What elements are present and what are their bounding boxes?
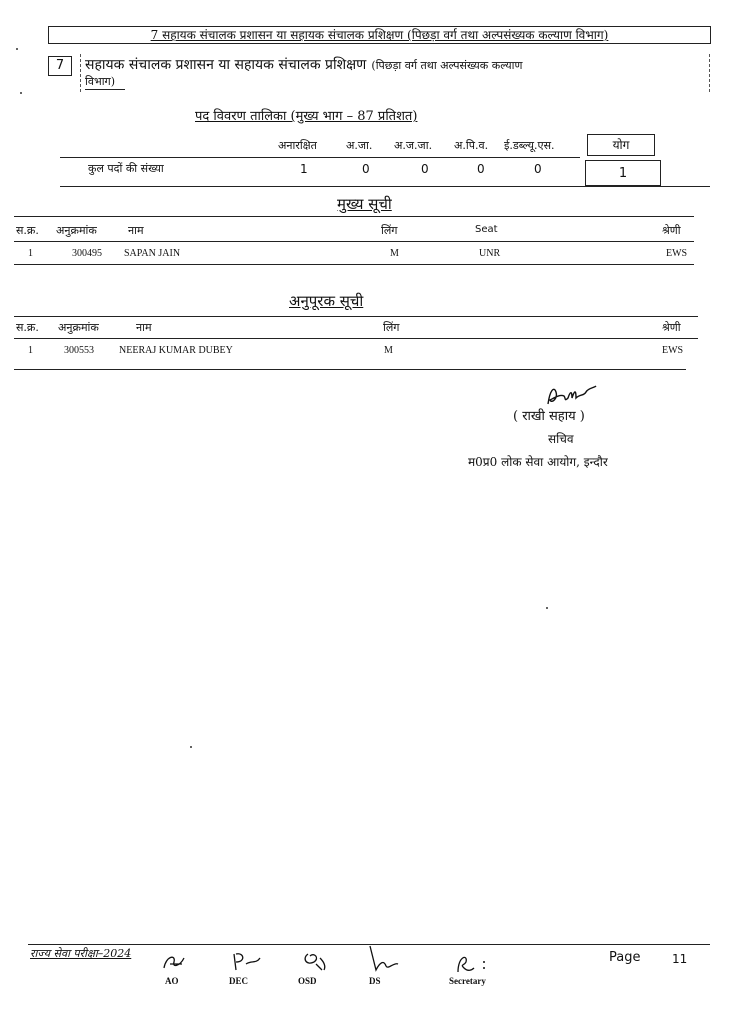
total-header: योग	[587, 134, 655, 156]
main-h-roll: अनुक्रमांक	[56, 224, 97, 237]
main-h-serial: स.क्र.	[16, 224, 39, 237]
signatory-name: ( राखी सहाय )	[513, 409, 585, 424]
header-strip-text: 7 सहायक संचालक प्रशासन या सहायक संचालक प्रशिक्षण (पिछड़ा वर्ग तथा अल्पसंख्यक कल्याण विभाग)	[150, 28, 609, 42]
scan-speck	[190, 746, 192, 748]
main-h-seat: Seat	[475, 224, 498, 235]
secretary-initial: Secretary	[449, 976, 486, 986]
main-list-bottom-rule	[14, 264, 694, 265]
col-st: अ.ज.जा.	[394, 139, 433, 152]
ao-initial-mark	[160, 950, 190, 974]
col-sc: अ.जा.	[346, 139, 373, 152]
col-obc: अ.पि.व.	[454, 139, 489, 152]
main-r1-gender: M	[390, 248, 399, 259]
post-title-block	[80, 54, 710, 92]
col-unreserved: अनारक्षित	[278, 139, 317, 152]
post-title: सहायक संचालक प्रशासन या सहायक संचालक प्रशिक्षण	[85, 57, 367, 73]
summary-title: पद विवरण तालिका (मुख्य भाग – 87 प्रतिशत)	[195, 109, 418, 124]
value-sc: 0	[362, 162, 370, 176]
value-unreserved: 1	[300, 162, 308, 176]
main-r1-serial: 1	[28, 248, 33, 259]
supp-r1-roll: 300553	[64, 345, 94, 356]
header-strip	[48, 26, 711, 44]
supp-r1-name: NEERAJ KUMAR DUBEY	[119, 345, 233, 356]
footer-exam-name: राज्य सेवा परीक्षा–2024	[30, 947, 132, 960]
page-label: Page	[609, 950, 641, 965]
scan-speck	[546, 607, 548, 609]
supp-list-top-rule	[14, 316, 698, 317]
post-dept-continued: विभाग)	[85, 74, 125, 90]
dec-initial-mark	[228, 948, 264, 974]
supp-h-name: नाम	[136, 321, 152, 334]
page-number: 11	[672, 952, 688, 966]
supp-r1-gender: M	[384, 345, 393, 356]
scan-speck	[16, 48, 18, 50]
supp-r1-serial: 1	[28, 345, 33, 356]
supp-r1-category: EWS	[662, 345, 684, 356]
supp-h-gender: लिंग	[383, 321, 400, 334]
post-number: 7	[48, 56, 72, 76]
main-r1-seat: UNR	[479, 248, 501, 259]
scan-speck	[20, 92, 22, 94]
supp-h-roll: अनुक्रमांक	[58, 321, 99, 334]
main-h-name: नाम	[128, 224, 144, 237]
ao-initial: AO	[165, 976, 179, 986]
value-st: 0	[421, 162, 429, 176]
total-value: 1	[585, 160, 661, 186]
osd-initial: OSD	[298, 976, 317, 986]
summary-divider	[60, 157, 580, 158]
main-list-top-rule	[14, 216, 694, 217]
signatory-designation: सचिव	[548, 432, 574, 446]
value-ews: 0	[534, 162, 542, 176]
main-r1-roll: 300495	[72, 248, 102, 259]
post-dept: (पिछड़ा वर्ग तथा अल्पसंख्यक कल्याण	[371, 59, 523, 72]
main-list-title: मुख्य सूची	[337, 195, 392, 213]
main-h-gender: लिंग	[381, 224, 398, 237]
total-posts-label: कुल पदों की संख्या	[88, 162, 164, 175]
main-r1-category: EWS	[666, 248, 688, 259]
col-ews: ई.डब्ल्यू.एस.	[504, 139, 555, 152]
supp-h-serial: स.क्र.	[16, 321, 39, 334]
supp-h-category: श्रेणी	[662, 321, 681, 334]
ds-initial-mark	[366, 944, 402, 974]
main-r1-name: SAPAN JAIN	[124, 248, 181, 259]
value-obc: 0	[477, 162, 485, 176]
summary-bottom-rule	[60, 186, 710, 187]
main-list-header-rule	[14, 241, 694, 242]
osd-initial-mark	[300, 948, 332, 974]
supp-list-header-rule	[14, 338, 698, 339]
signatory-office: म0प्र0 लोक सेवा आयोग, इन्दौर	[468, 455, 608, 469]
ds-initial: DS	[369, 976, 381, 986]
supplementary-list-title: अनुपूरक सूची	[289, 292, 364, 310]
supp-list-bottom-rule	[14, 369, 686, 370]
main-h-category: श्रेणी	[662, 224, 681, 237]
secretary-initial-mark	[452, 952, 492, 976]
dec-initial: DEC	[229, 976, 249, 986]
